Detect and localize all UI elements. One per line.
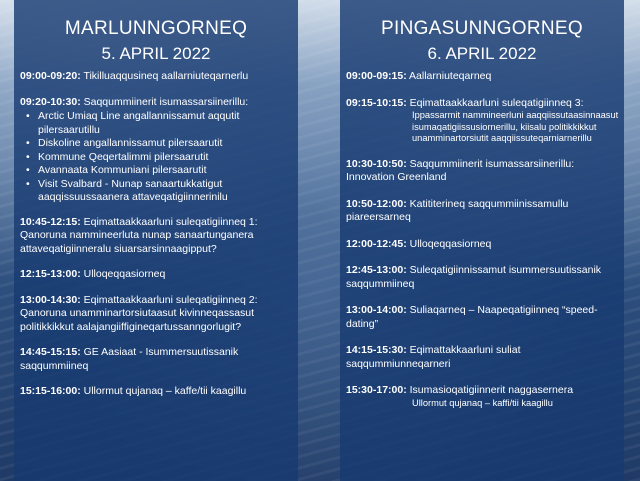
item-time: 10:45-12:15:	[20, 215, 81, 228]
item-time: 10:30-10:50:	[346, 157, 407, 170]
item-text: Ullormut qujanaq – kaffe/tii kaagillu	[83, 385, 247, 397]
list-item: • Diskoline angallannissamut pilersaarutit	[20, 137, 294, 151]
schedule-item	[346, 97, 620, 145]
item-text: Suliaqarneq – Naapeqatigiinneq “speed-dating”	[346, 304, 598, 330]
schedule-item	[346, 158, 620, 185]
item-text: Ulloqeqqasiorneq	[83, 268, 166, 280]
item-text: Isumasioqatigiinnerit naggasernera	[409, 384, 574, 396]
schedule-item	[346, 344, 620, 371]
item-text: Tikilluaqqusineq aallarniuteqarnerlu	[83, 70, 249, 82]
item-text: Eqimattaakkaarluni suleqatigiinneq 2: Qanoruna unamminartorsiutaasut kivinneqassasut politikkikkut aalajangiiffigineqartussanngorlugit?	[20, 293, 258, 333]
schedule-item	[20, 346, 294, 373]
day-one-title: MARLUNNGORNEQ	[64, 18, 248, 39]
day-one-schedule	[14, 70, 298, 399]
item-text: Aallarniuteqarneq	[409, 70, 492, 82]
schedule-item	[346, 198, 620, 225]
schedule-item	[346, 238, 620, 252]
item-time: 09:20-10:30:	[20, 95, 81, 108]
item-subtext: Ippassarmit nammineerluni aaqqiissutaasinnaasut isumaqatigiissusiornerillu, kiisalu politikkikkut unamminartorsiutit aaqqiissuteqarniarnerillu	[412, 110, 619, 143]
item-text: Saqqummiinerit isumassarsiinerillu:	[83, 95, 249, 108]
list-item: • Visit Svalbard - Nunap sanaartukkatigut aaqqissuussaanera attaveqatigiinnerinilu	[20, 178, 294, 205]
day-two-schedule	[340, 70, 624, 409]
schedule-item	[20, 216, 294, 257]
schedule-item	[346, 70, 620, 84]
item-time: 13:00-14:30:	[20, 293, 81, 306]
item-text: Eqimattaakkaarluni suleqatigiinneq 1: Qanoruna nammineerluta nunap sanaartunganera attaveqatigiinneralu siuarsarsinnaagipput?	[20, 215, 258, 255]
day-two-panel	[340, 0, 624, 481]
schedule-item	[346, 304, 620, 331]
list-item: • Arctic Umiaq Line angallannissamut aqqutit pilersaarutillu	[20, 110, 294, 137]
item-text: Suleqatigiinnissamut isummersuutissanik saqqummiineq	[346, 264, 602, 290]
schedule-item	[346, 264, 620, 291]
item-time: 14:45-15:15:	[20, 346, 81, 358]
item-time: 12:45-13:00:	[346, 264, 407, 276]
item-time: 15:30-17:00:	[346, 384, 407, 396]
item-time: 09:00-09:15:	[346, 70, 407, 82]
schedule-item	[20, 268, 294, 282]
item-time: 09:15-10:15:	[346, 96, 407, 109]
item-text: Eqimattaakkaarluni suleqatigiinneq 3:	[409, 96, 584, 109]
item-text: Eqimattakkaarluni suliat saqqummiunneqarneri	[346, 344, 521, 370]
presentation-list	[20, 110, 294, 205]
schedule-item	[20, 385, 294, 399]
day-one-date: 5. APRIL 2022	[101, 44, 211, 63]
item-time: 14:15-15:30:	[346, 344, 407, 356]
item-time: 12:15-13:00:	[20, 268, 81, 280]
schedule-item	[20, 96, 294, 205]
schedule-item	[20, 70, 294, 84]
item-text: Katititerineq saqqummiinissamullu piareersarneq	[346, 197, 569, 223]
day-two-date: 6. APRIL 2022	[427, 44, 537, 63]
list-item: • Kommune Qeqertalimmi pilersaarutit	[20, 151, 294, 165]
item-time: 15:15-16:00:	[20, 385, 81, 397]
item-time: 09:00-09:20:	[20, 70, 81, 82]
item-time: 13:00-14:00:	[346, 304, 407, 316]
item-time: 10:50-12:00:	[346, 197, 407, 210]
day-one-panel	[14, 0, 298, 481]
list-item: • Avannaata Kommuniani pilersaarutit	[20, 164, 294, 178]
item-text: Ulloqeqqasiorneq	[409, 237, 492, 250]
schedule-item	[20, 294, 294, 335]
item-time: 12:00-12:45:	[346, 237, 407, 250]
item-text: Saqqummiinerit isumassarsiinerillu: Innovation Greenland	[346, 157, 575, 183]
schedule-item	[346, 384, 620, 409]
item-subtext: Ullormut qujanaq – kaffi/tii kaagillu	[412, 397, 553, 408]
day-two-title: PINGASUNNGORNEQ	[381, 18, 583, 39]
item-text: GE Aasiaat - Isummersuutissanik saqqummiineq	[20, 346, 239, 372]
